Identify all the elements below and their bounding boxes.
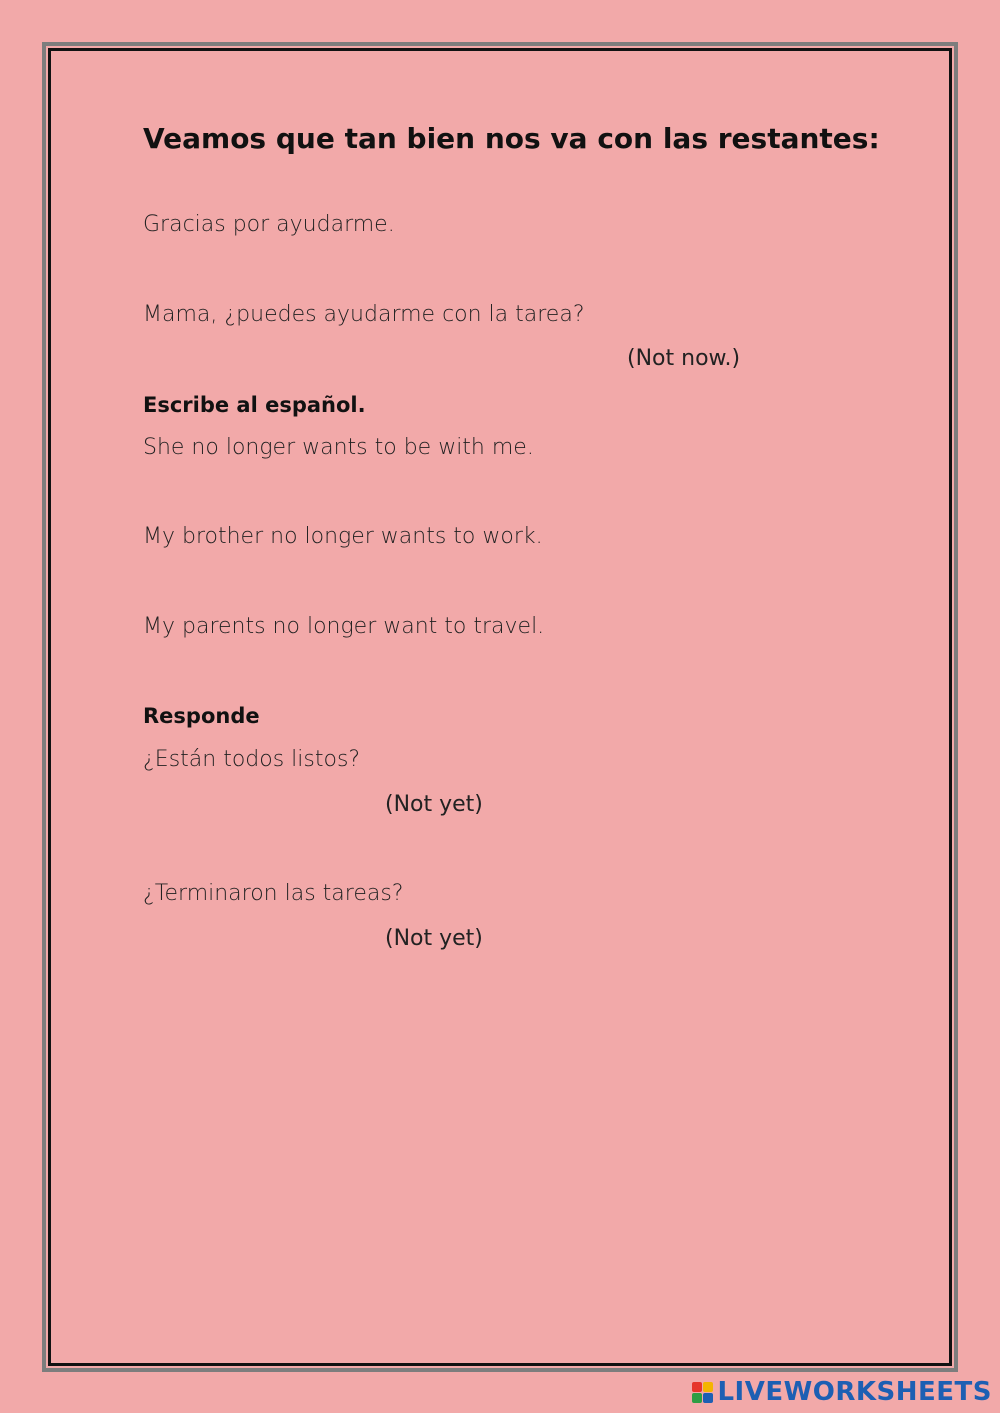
section-heading-responde: Responde bbox=[143, 704, 260, 728]
logo-square-3 bbox=[692, 1393, 702, 1403]
logo-text: LIVEWORKSHEETS bbox=[717, 1377, 992, 1407]
logo-icon bbox=[692, 1382, 713, 1403]
logo-square-2 bbox=[703, 1382, 713, 1392]
question-listos: ¿Están todos listos? bbox=[143, 747, 361, 772]
liveworksheets-logo bbox=[692, 1377, 992, 1407]
sentence-mama: Mama, ¿puedes ayudarme con la tarea? bbox=[143, 302, 585, 327]
sentence-parents: My parents no longer want to travel. bbox=[143, 614, 545, 639]
sentence-gracias: Gracias por ayudarme. bbox=[143, 212, 395, 237]
sentence-brother: My brother no longer wants to work. bbox=[143, 524, 543, 549]
hint-not-yet-1: (Not yet) bbox=[385, 792, 483, 817]
sentence-she: She no longer wants to be with me. bbox=[143, 435, 534, 460]
hint-not-yet-2: (Not yet) bbox=[385, 926, 483, 951]
logo-square-1 bbox=[692, 1382, 702, 1392]
hint-not-now: (Not now.) bbox=[627, 346, 741, 371]
worksheet-title: Veamos que tan bien nos va con las restantes: bbox=[143, 122, 880, 155]
question-tareas: ¿Terminaron las tareas? bbox=[143, 881, 404, 906]
section-heading-escribe: Escribe al español. bbox=[143, 393, 366, 417]
logo-square-4 bbox=[703, 1393, 713, 1403]
